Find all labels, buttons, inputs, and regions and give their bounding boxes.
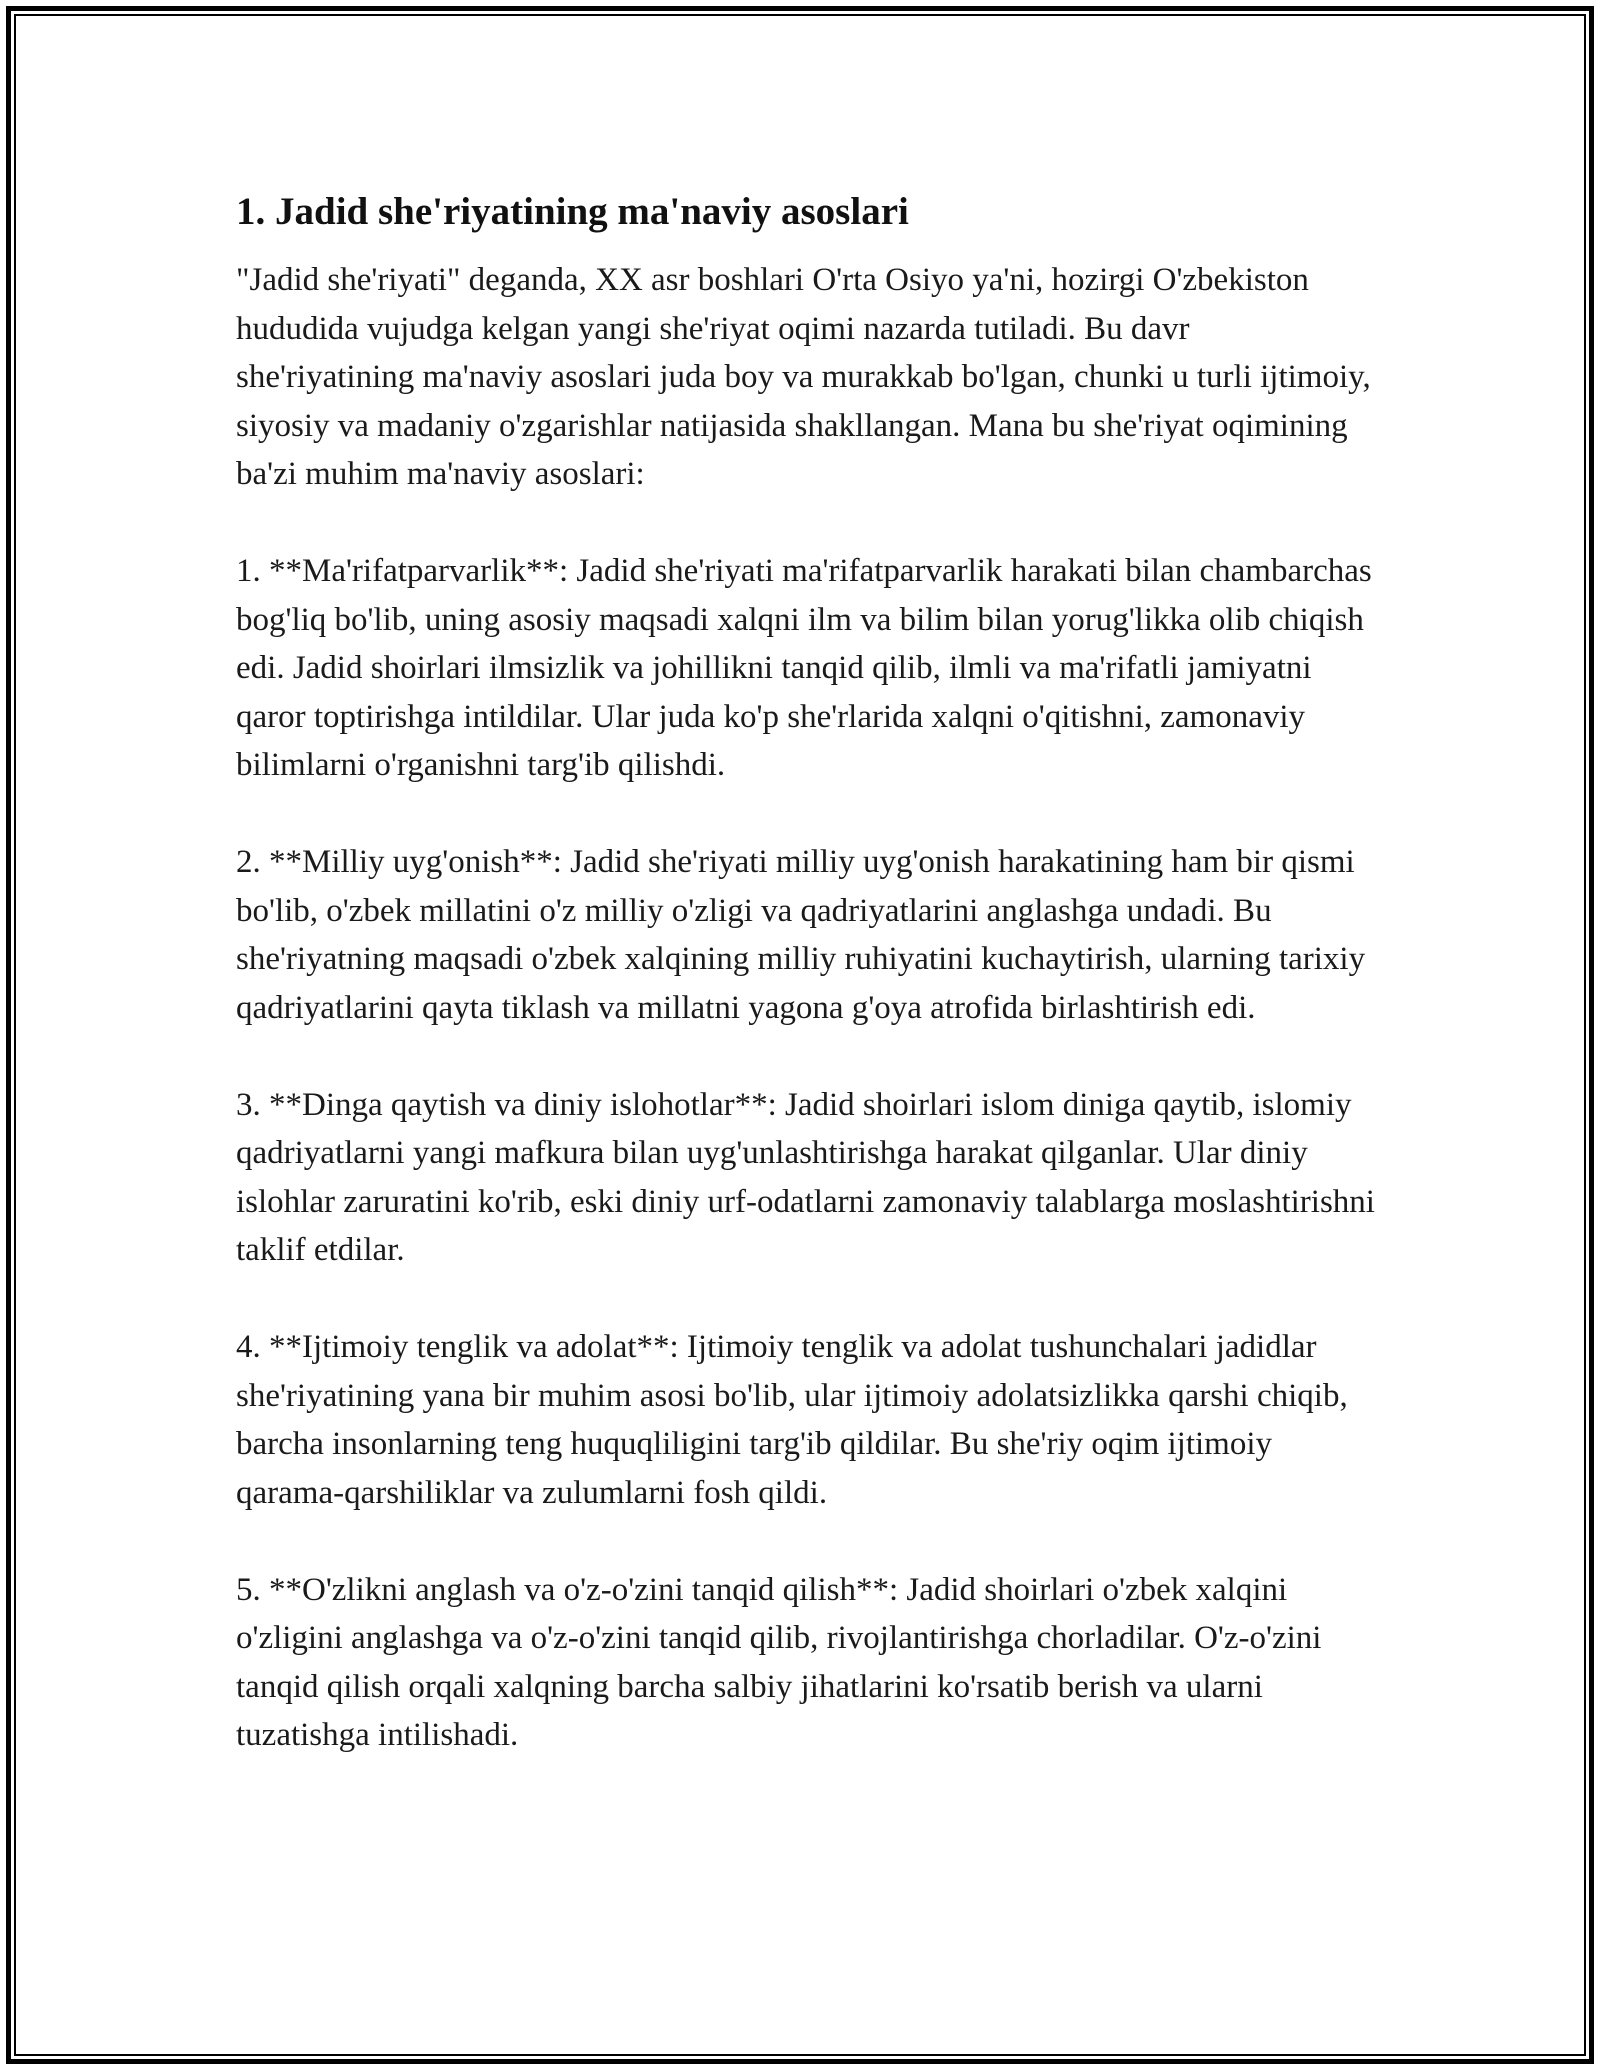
- point-paragraph-4: 4. **Ijtimoiy tenglik va adolat**: Ijtimoiy tenglik va adolat tushunchalari jadidlar she'riyatining yana bir muhim asosi bo'lib, ular ijtimoiy adolatsizlikka qarshi chiqib, barcha insonlarning teng huquqliligini targ'ib qildilar. Bu she'riy oqim ijtimoiy qarama-qarshiliklar va zulumlarni fosh qildi.: [236, 1329, 1348, 1511]
- document-body: [236, 186, 1376, 1760]
- intro-paragraph: "Jadid she'riyati" deganda, XX asr boshlari O'rta Osiyo ya'ni, hozirgi O'zbekiston hududida vujudga kelgan yangi she'riyat oqimi nazarda tutiladi. Bu davr she'riyatining ma'naviy asoslari juda boy va murakkab bo'lgan, chunki u turli ijtimoiy, siyosiy va madaniy o'zgarishlar natijasida shakllangan. Mana bu she'riyat oqimining ba'zi muhim ma'naviy asoslari:: [236, 262, 1371, 492]
- section-heading: 1. Jadid she'riyatining ma'naviy asoslari: [236, 190, 909, 233]
- point-paragraph-5: 5. **O'zlikni anglash va o'z-o'zini tanqid qilish**: Jadid shoirlari o'zbek xalqini o'zligini anglashga va o'z-o'zini tanqid qilib, rivojlantirishga chorladilar. O'z-o'zini tanqid qilish orqali xalqning barcha salbiy jihatlarini ko'rsatib berish va ularni tuzatishga intilishadi.: [236, 1571, 1322, 1753]
- point-paragraph-2: 2. **Milliy uyg'onish**: Jadid she'riyati milliy uyg'onish harakatining ham bir qismi bo'lib, o'zbek millatini o'z milliy o'zligi va qadriyatlarini anglashga undadi. Bu she'riyatning maqsadi o'zbek xalqining milliy ruhiyatini kuchaytirish, ularning tarixiy qadriyatlarini qayta tiklash va millatni yagona g'oya atrofida birlashtirish edi.: [236, 844, 1366, 1026]
- point-paragraph-1: 1. **Ma'rifatparvarlik**: Jadid she'riyati ma'rifatparvarlik harakati bilan chambarchas bog'liq bo'lib, uning asosiy maqsadi xalqni ilm va bilim bilan yorug'likka olib chiqish edi. Jadid shoirlari ilmsizlik va johillikni tanqid qilib, ilmli va ma'rifatli jamiyatni qaror toptirishga intildilar. Ular juda ko'p she'rlarida xalqni o'qitishni, zamonaviy bilimlarni o'rganishni targ'ib qilishdi.: [236, 553, 1372, 783]
- point-paragraph-3: 3. **Dinga qaytish va diniy islohotlar**: Jadid shoirlari islom diniga qaytib, islomiy qadriyatlarni yangi mafkura bilan uyg'unlashtirishga harakat qilganlar. Ular diniy islohlar zaruratini ko'rib, eski diniy urf-odatlarni zamonaviy talablarga moslashtirishni taklif etdilar.: [236, 1086, 1375, 1268]
